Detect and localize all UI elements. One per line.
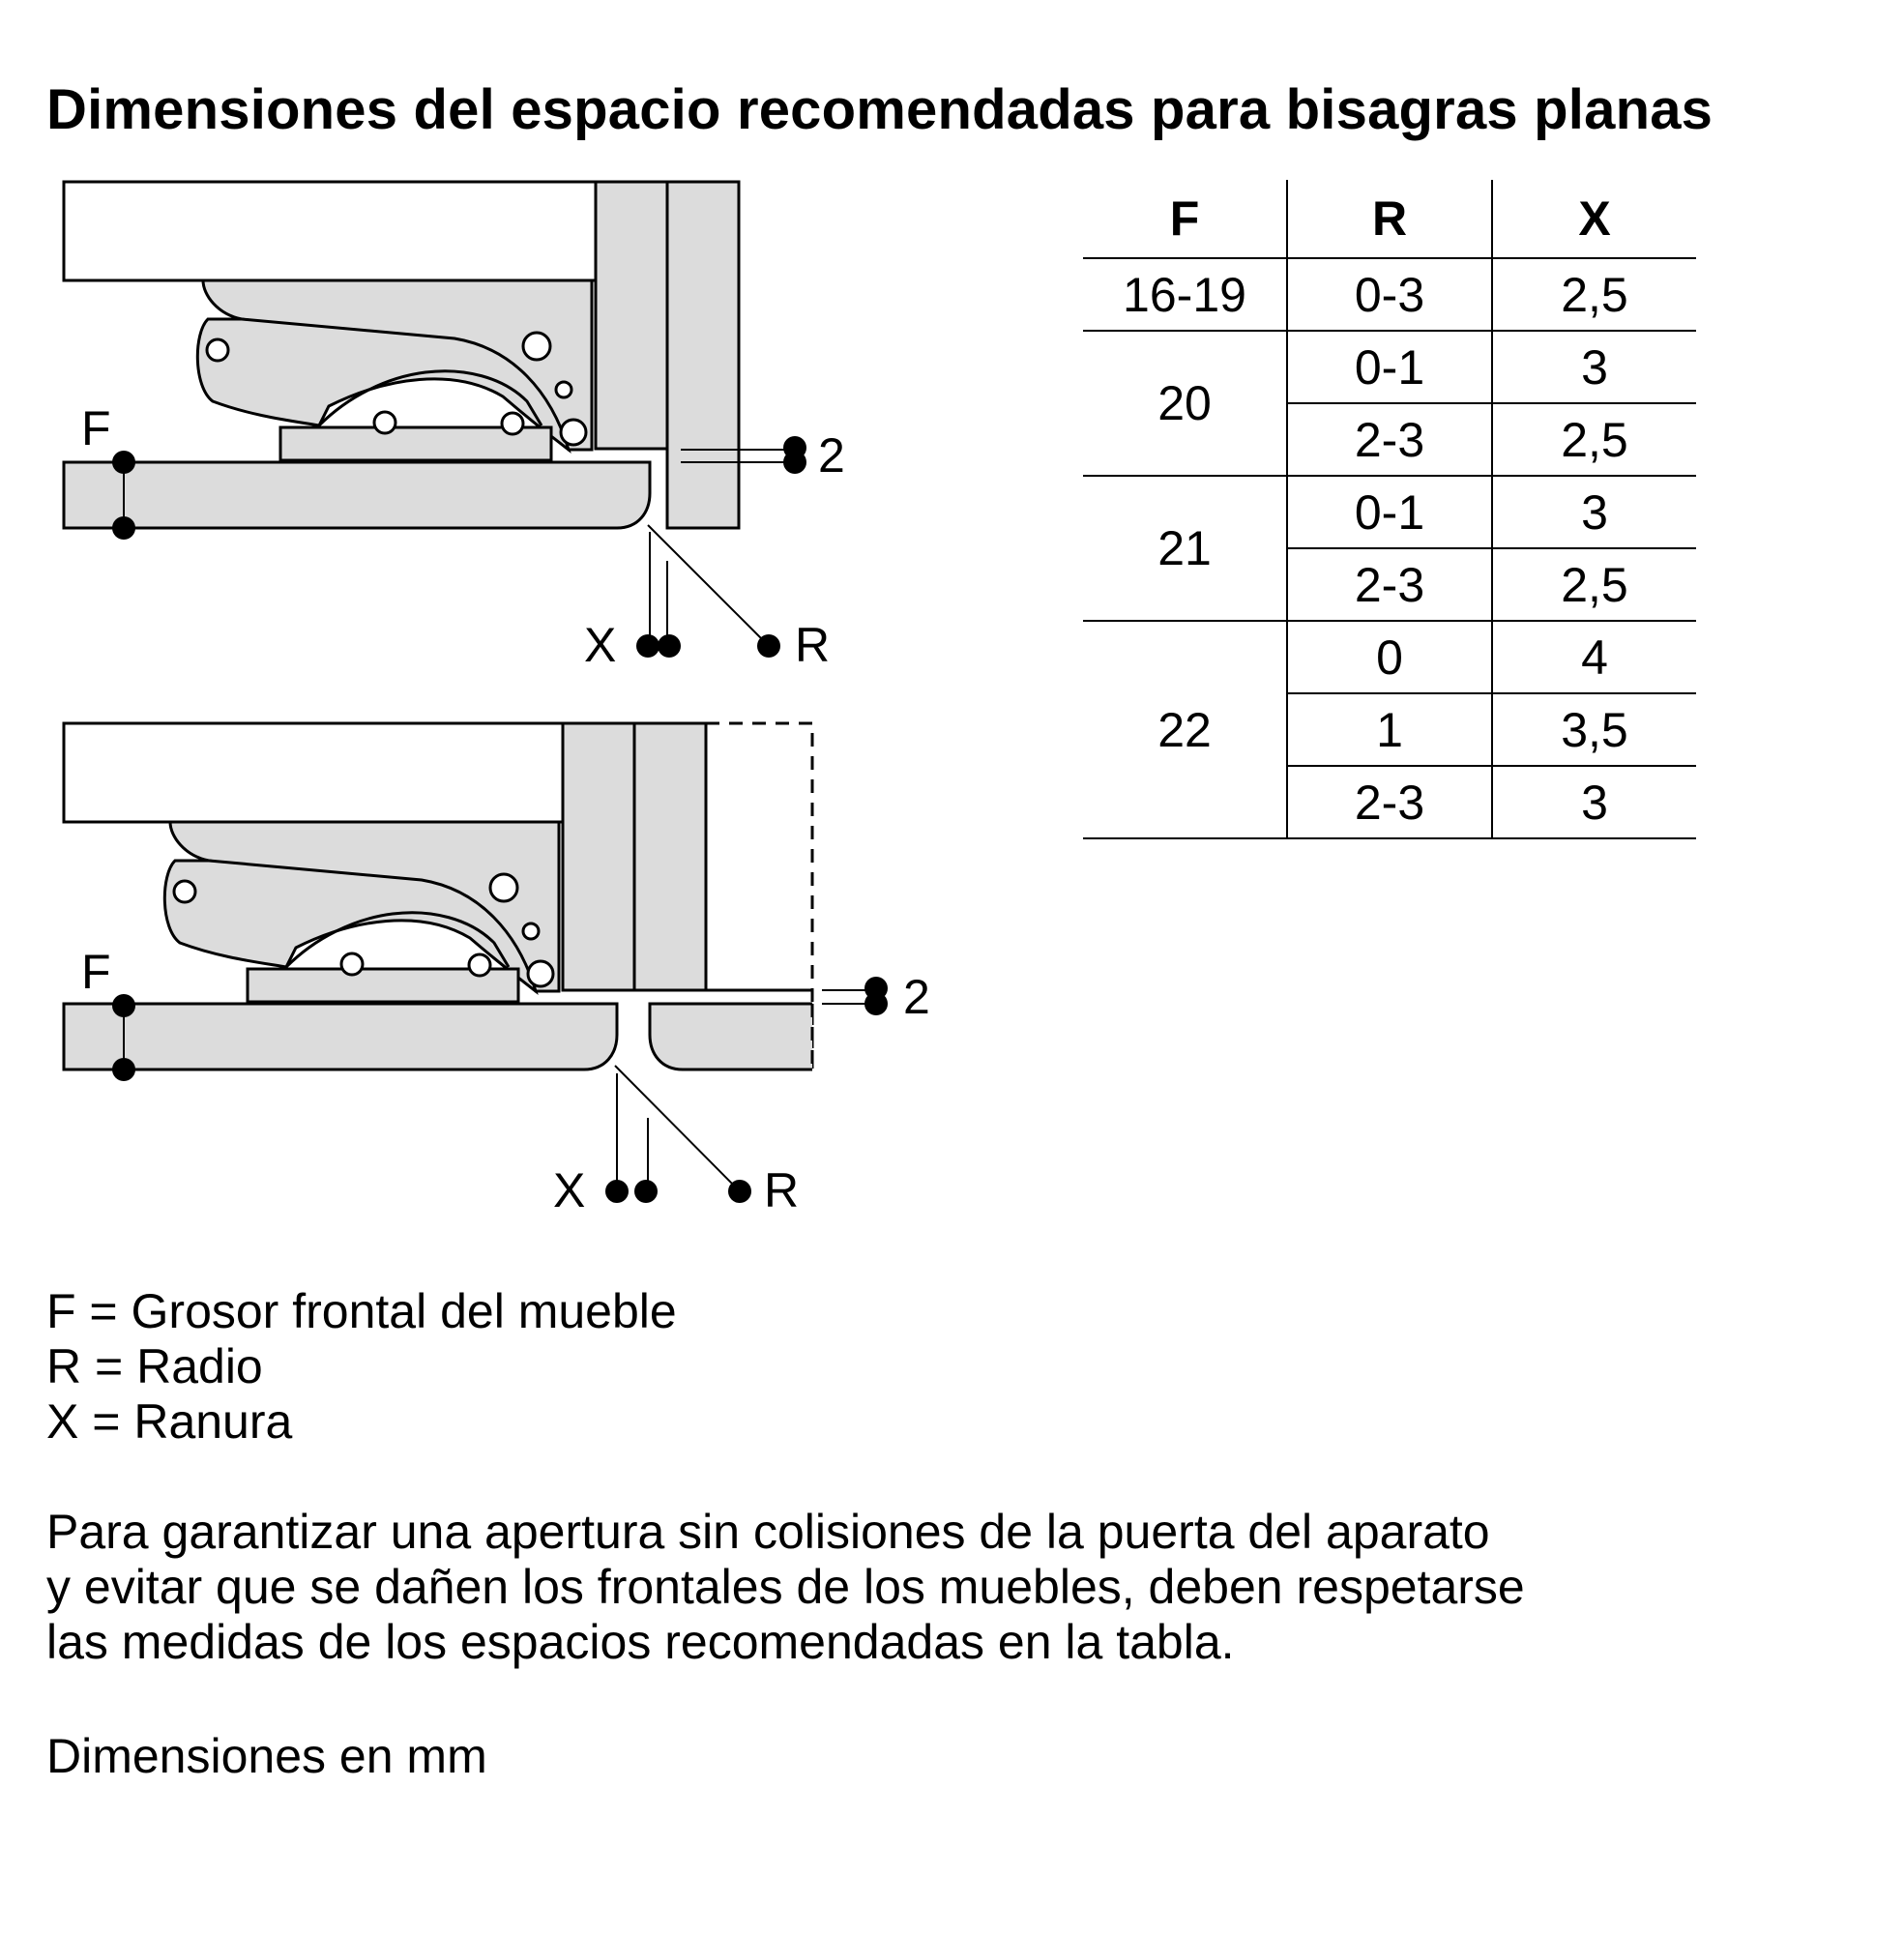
table-row	[1083, 476, 1696, 548]
hinge-diagram-top	[64, 182, 845, 672]
legend-item-f: F = Grosor frontal del mueble	[46, 1284, 677, 1338]
hinge-screw	[207, 339, 228, 361]
cell-x: 4	[1492, 621, 1696, 693]
hinge-screw	[561, 420, 586, 445]
cell-r: 2-3	[1287, 548, 1492, 621]
cabinet-side-panel	[64, 182, 596, 280]
hinge-screw	[523, 923, 539, 939]
cell-r: 0	[1287, 621, 1492, 693]
cell-r: 1	[1287, 693, 1492, 766]
table-header-row	[1083, 180, 1696, 258]
cell-f: 22	[1083, 621, 1287, 838]
table-row	[1083, 258, 1696, 331]
gap-label: 2	[903, 970, 930, 1024]
f-marker	[112, 516, 135, 540]
cell-f: 21	[1083, 476, 1287, 621]
header-r: R	[1287, 180, 1492, 258]
cell-x: 3,5	[1492, 693, 1696, 766]
x-label: X	[553, 1163, 586, 1217]
f-marker	[112, 1058, 135, 1081]
adjacent-panel	[634, 723, 706, 990]
x-label: X	[584, 618, 617, 672]
legend-item-x: X = Ranura	[46, 1394, 293, 1449]
cell-x: 2,5	[1492, 258, 1696, 331]
x-marker	[658, 634, 681, 658]
header-x: X	[1492, 180, 1696, 258]
f-marker	[112, 451, 135, 474]
furniture-front-panel	[64, 1004, 617, 1070]
table-row	[1083, 331, 1696, 403]
cell-r: 2-3	[1287, 766, 1492, 838]
hinge-screw	[490, 874, 517, 901]
cell-f: 16-19	[1083, 258, 1287, 331]
cell-x: 3	[1492, 476, 1696, 548]
hinge-screw	[502, 413, 523, 434]
adjacent-front-panel	[650, 1004, 812, 1070]
gap-marker	[864, 992, 888, 1015]
adjacent-panel	[667, 182, 739, 528]
r-label: R	[764, 1163, 800, 1217]
note-line: las medidas de los espacios recomendadas en la tabla.	[46, 1615, 1235, 1669]
f-label: F	[81, 945, 111, 999]
note-line: Para garantizar una apertura sin colisiones de la puerta del aparato	[46, 1505, 1490, 1559]
cell-x: 2,5	[1492, 403, 1696, 476]
hinge-diagram-bottom	[64, 723, 930, 1217]
note-line: y evitar que se dañen los frontales de los muebles, deben respetarse	[46, 1560, 1525, 1614]
gap-marker	[783, 451, 806, 474]
cell-r: 0-1	[1287, 331, 1492, 403]
cell-x: 3	[1492, 331, 1696, 403]
x-marker	[605, 1180, 629, 1203]
legend-item-r: R = Radio	[46, 1339, 263, 1393]
cabinet-side-panel	[64, 723, 563, 822]
page-title: Dimensiones del espacio recomendadas para bisagras planas	[46, 78, 1714, 141]
x-marker	[634, 1180, 658, 1203]
gap-label: 2	[818, 428, 845, 483]
cell-x: 2,5	[1492, 548, 1696, 621]
r-marker	[757, 634, 780, 658]
cell-r: 0-3	[1287, 258, 1492, 331]
hinge-screw	[469, 954, 490, 976]
gap-dimensions-table	[1083, 180, 1696, 839]
appliance-wall	[596, 182, 667, 449]
furniture-front-panel	[64, 462, 650, 528]
hinge-screw	[523, 333, 550, 360]
hinge-screw	[556, 382, 571, 397]
hinge-screw	[174, 881, 195, 902]
cell-r: 0-1	[1287, 476, 1492, 548]
units-note: Dimensiones en mm	[46, 1729, 487, 1783]
r-marker	[728, 1180, 751, 1203]
f-label: F	[81, 401, 111, 455]
cell-x: 3	[1492, 766, 1696, 838]
hinge-screw	[528, 961, 553, 986]
cell-f: 20	[1083, 331, 1287, 476]
legend	[46, 1284, 677, 1450]
hinge-screw	[341, 953, 363, 975]
x-marker	[636, 634, 659, 658]
hinge-screw	[374, 412, 395, 433]
table-row	[1083, 621, 1696, 693]
r-label: R	[795, 618, 831, 672]
instruction-note	[46, 1505, 1525, 1670]
header-f: F	[1083, 180, 1287, 258]
appliance-wall	[563, 723, 634, 990]
cell-r: 2-3	[1287, 403, 1492, 476]
f-marker	[112, 994, 135, 1017]
